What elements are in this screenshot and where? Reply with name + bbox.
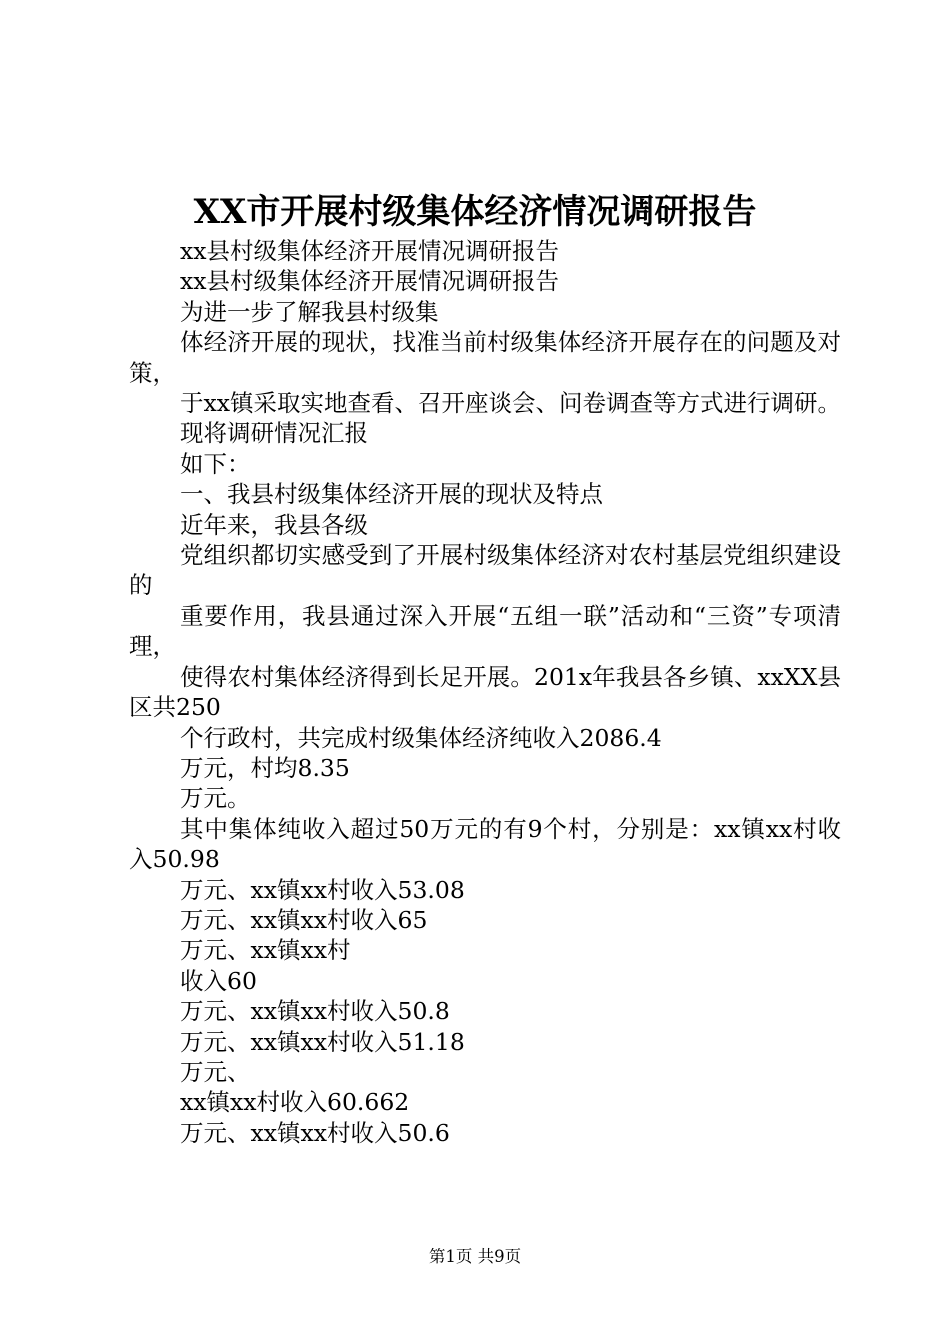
paragraph: 万元、xx镇xx村收入51.18 — [180, 1027, 465, 1056]
paragraph: xx镇xx村收入60.662 — [180, 1088, 410, 1117]
paragraph: 现将调研情况汇报 — [180, 419, 368, 448]
paragraph: 重要作用，我县通过深入开展“五组一联”活动和“三资”专项清理， — [129, 601, 841, 661]
paragraph: 体经济开展的现状，找准当前村级集体经济开展存在的问题及对策， — [129, 328, 841, 387]
paragraph: 万元、xx镇xx村收入65 — [180, 905, 428, 934]
document-title: XX市开展村级集体经济情况调研报告 — [193, 192, 757, 232]
paragraph: 万元、xx镇xx村收入53.08 — [180, 875, 465, 904]
paragraph: 万元、xx镇xx村 — [180, 936, 351, 965]
paragraph: 如下： — [180, 449, 251, 478]
paragraph: 收入60 — [180, 966, 257, 995]
paragraph: xx县村级集体经济开展情况调研报告 — [180, 237, 560, 265]
section-heading: 一、我县村级集体经济开展的现状及特点 — [180, 480, 603, 509]
paragraph: 于xx镇采取实地查看、召开座谈会、问卷调查等方式进行调研。 — [180, 389, 842, 418]
paragraph: 万元、xx镇xx村收入50.6 — [180, 1118, 450, 1147]
paragraph: 近年来，我县各级 — [180, 510, 368, 539]
paragraph: 万元、 — [180, 1057, 251, 1086]
paragraph: 其中集体纯收入超过50万元的有9个村，分别是：xx镇xx村收入50.98 — [129, 814, 841, 874]
page-footer: 第1页 共9页 — [428, 1247, 522, 1266]
paragraph: xx县村级集体经济开展情况调研报告 — [180, 267, 560, 296]
paragraph: 万元，村均8.35 — [180, 753, 350, 782]
paragraph: 个行政村，共完成村级集体经济纯收入2086.4 — [180, 723, 662, 752]
paragraph: 党组织都切实感受到了开展村级集体经济对农村基层党组织建设的 — [129, 541, 841, 600]
paragraph: 万元。 — [180, 784, 251, 813]
paragraph: 使得农村集体经济得到长足开展。201x年我县各乡镇、xxXX县区共250 — [129, 662, 841, 722]
paragraph: 万元、xx镇xx村收入50.8 — [180, 997, 450, 1026]
document-body — [129, 236, 841, 1148]
paragraph: 为进一步了解我县村级集 — [180, 297, 439, 326]
